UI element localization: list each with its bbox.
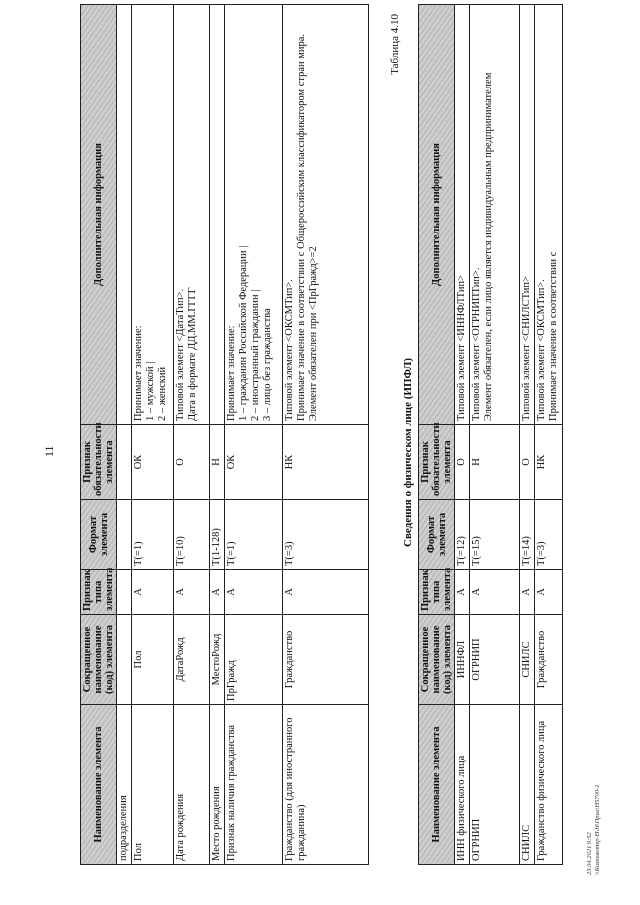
cell-name: Гражданство физического лица: [535, 705, 563, 865]
cell-code: ПрГражд: [225, 615, 283, 705]
cell-info: [535, 5, 563, 425]
cell-name: ИНН физического лица: [455, 705, 470, 865]
table-row: [225, 5, 283, 865]
info-line: Принимает значение в соответствии с: [548, 251, 559, 421]
info-line: Типовой элемент <ОКСМТип>.: [284, 279, 295, 421]
cell-info: [283, 5, 369, 425]
cell-format: [117, 500, 132, 570]
cell-info: [174, 5, 210, 425]
cell-info: [470, 5, 520, 425]
cell-code: ОГРНИП: [470, 615, 520, 705]
header-element-obligatoriness: Признак обязательности элемента: [81, 425, 117, 500]
cell-type: [117, 570, 132, 615]
info-line: Типовой элемент <ИННФЛТип>: [456, 275, 467, 421]
cell-oblig: [117, 425, 132, 500]
cell-type: А: [470, 570, 520, 615]
info-line: Элемент обязателен, если лицо является индивидуальным предпринимателем: [483, 72, 494, 421]
physical-person-table: [418, 4, 563, 865]
cell-type: А: [132, 570, 174, 615]
header-element-code: Сокращенное наименование (код) элемента: [81, 615, 117, 705]
table-row: [283, 5, 369, 865]
table-title: Сведения о физическом лице (ИПФЛ): [402, 358, 414, 547]
cell-code: Гражданство: [535, 615, 563, 705]
cell-format: T(=12): [455, 500, 470, 570]
footer-timestamp: 23.04.2021 9:52: [586, 832, 593, 875]
header-element-code: Сокращенное наименование (код) элемента: [419, 615, 455, 705]
cell-oblig: НК: [535, 425, 563, 500]
cell-oblig: О: [455, 425, 470, 500]
info-line: Типовой элемент <СНИЛСТип>: [521, 276, 532, 421]
cell-name: Признак наличия гражданства: [225, 705, 283, 865]
cell-type: А: [283, 570, 369, 615]
cell-oblig: ОК: [225, 425, 283, 500]
cell-oblig: НК: [283, 425, 369, 500]
cell-oblig: Н: [210, 425, 225, 500]
table-row: [455, 5, 470, 865]
cell-info: [132, 5, 174, 425]
table-row: [117, 5, 132, 865]
cell-format: T(=15): [470, 500, 520, 570]
info-line: 1 – мужской |: [145, 361, 156, 421]
cell-code: МестоРожд: [210, 615, 225, 705]
cell-info: [225, 5, 283, 425]
cell-type: А: [210, 570, 225, 615]
cell-format: T(=14): [520, 500, 535, 570]
table-row: [132, 5, 174, 865]
table-header-row: [81, 5, 117, 865]
cell-type: А: [455, 570, 470, 615]
header-element-type: Признак типа элемента: [81, 570, 117, 615]
cell-name: ОГРНИП: [470, 705, 520, 865]
cell-format: T(=3): [283, 500, 369, 570]
cell-code: ДатаРожд: [174, 615, 210, 705]
info-line: 3 – лицо без гражданства: [262, 308, 273, 421]
table-row: [174, 5, 210, 865]
cell-oblig: Н: [470, 425, 520, 500]
cell-format: T(=1): [132, 500, 174, 570]
header-additional-info: Дополнительная информация: [81, 5, 117, 425]
info-line: Принимает значение:: [133, 325, 144, 421]
cell-name: Место рождения: [210, 705, 225, 865]
info-line: Типовой элемент <ОГРНИПТип>.: [471, 267, 482, 421]
header-element-name: Наименование элемента: [419, 705, 455, 865]
cell-type: А: [174, 570, 210, 615]
cell-type: А: [535, 570, 563, 615]
cell-name: Пол: [132, 705, 174, 865]
cell-code: ИННФЛ: [455, 615, 470, 705]
cell-type: А: [520, 570, 535, 615]
page-number: 11: [42, 445, 56, 457]
info-line: Элемент обязателен при <ПрГражд>=2: [308, 246, 319, 421]
cell-name: Дата рождения: [174, 705, 210, 865]
table-number: Таблица 4.10: [389, 14, 401, 75]
cell-type: А: [225, 570, 283, 615]
info-line: Типовой элемент <ОКСМТип>.: [536, 279, 547, 421]
footer-file-path: \\Компьютер-Н\Н\Прил\Н5700-1: [594, 784, 601, 875]
info-line: Дата в формате ДД.ММ.ГГГГ: [187, 287, 198, 421]
cell-info: [520, 5, 535, 425]
header-element-format: Формат элемента: [419, 500, 455, 570]
footer-meta: [586, 784, 602, 875]
info-line: 2 – иностранный гражданин |: [250, 289, 261, 421]
table-header-row: [419, 5, 455, 865]
info-line: Типовой элемент <ДатаТип>.: [175, 288, 186, 421]
cell-oblig: О: [174, 425, 210, 500]
info-line: Принимает значение:: [226, 325, 237, 421]
cell-code: Гражданство: [283, 615, 369, 705]
info-line: 2 – женский: [157, 366, 168, 421]
cell-oblig: О: [520, 425, 535, 500]
cell-format: T(=10): [174, 500, 210, 570]
cell-code: Пол: [132, 615, 174, 705]
info-line: 1 – гражданин Российской Федерации |: [238, 245, 249, 421]
header-element-type: Признак типа элемента: [419, 570, 455, 615]
header-element-obligatoriness: Признак обязательности элемента: [419, 425, 455, 500]
cell-name: СНИЛС: [520, 705, 535, 865]
cell-code: СНИЛС: [520, 615, 535, 705]
cell-info: [117, 5, 132, 425]
cell-format: T(1-128): [210, 500, 225, 570]
cell-name: подразделения: [117, 705, 132, 865]
header-element-name: Наименование элемента: [81, 705, 117, 865]
table-row: [210, 5, 225, 865]
cell-name: Гражданство (для иностранного гражданина): [283, 705, 369, 865]
table-row: [520, 5, 535, 865]
table-row: [535, 5, 563, 865]
cell-format: T(=3): [535, 500, 563, 570]
cell-oblig: ОК: [132, 425, 174, 500]
cell-format: T(=1): [225, 500, 283, 570]
info-line: Принимает значение в соответствии с Общероссийским классификатором стран мира.: [296, 33, 307, 421]
cell-info: [210, 5, 225, 425]
cell-code: [117, 615, 132, 705]
header-element-format: Формат элемента: [81, 500, 117, 570]
elements-table-continued: [80, 4, 369, 865]
table-row: [470, 5, 520, 865]
header-additional-info: Дополнительная информация: [419, 5, 455, 425]
cell-info: [455, 5, 470, 425]
